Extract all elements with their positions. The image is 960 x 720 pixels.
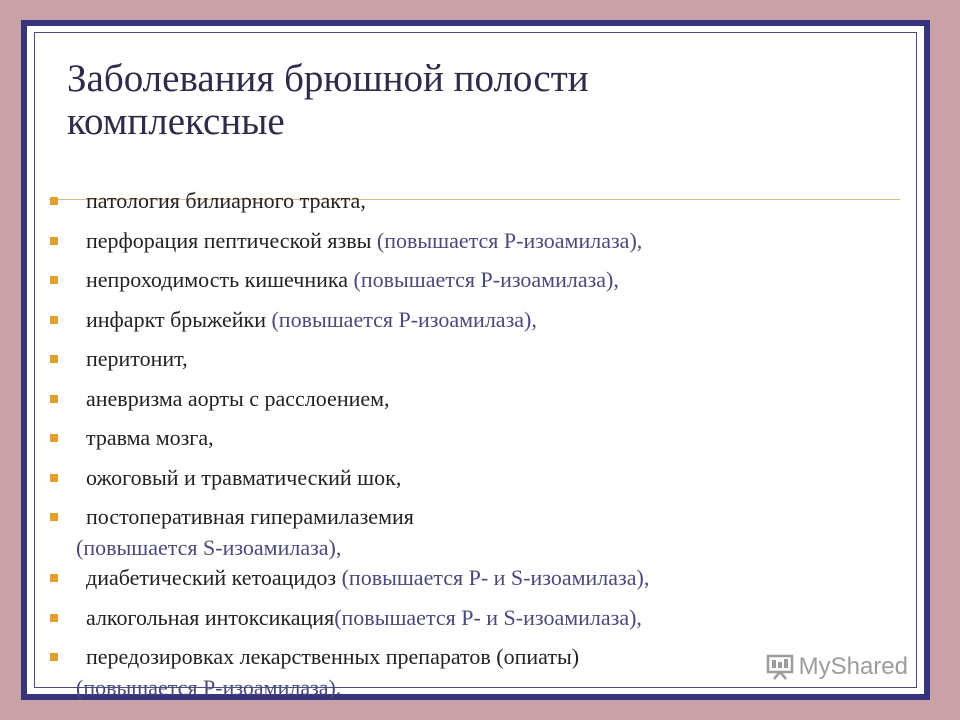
- item-note: (повышается S-изоамилаза),: [76, 535, 342, 560]
- list-item: [49, 304, 909, 344]
- item-note: (повышается Р-изоамилаза),: [353, 267, 619, 292]
- item-note: (повышается Р-изоамилаза).: [76, 675, 342, 700]
- bullet-square-icon: [50, 513, 58, 521]
- bullet-square-icon: [50, 474, 58, 482]
- item-text: аневризма аорты с расслоением,: [86, 385, 390, 411]
- bullet-square-icon: [50, 574, 58, 582]
- list-item: [49, 422, 909, 462]
- item-text: диабетический кетоацидоз: [86, 565, 342, 590]
- item-text: ожоговый и травматический шок,: [86, 464, 402, 490]
- item-text: непроходимость кишечника: [86, 267, 354, 292]
- bullet-square-icon: [50, 395, 58, 403]
- list-item: [49, 501, 909, 562]
- item-text: постоперативная гиперамилаземия: [86, 504, 414, 529]
- item-text: патология билиарного тракта,: [86, 188, 366, 213]
- list-item: [49, 462, 909, 502]
- slide-frame: [21, 20, 930, 700]
- slide-inner-border: [34, 32, 917, 700]
- list-item: [49, 343, 909, 383]
- item-text: перфорация пептической язвы: [86, 227, 377, 253]
- bullet-list: [49, 185, 909, 702]
- watermark: [765, 653, 908, 681]
- item-note: (повышается Р- и S-изоамилаза),: [334, 604, 642, 630]
- bullet-square-icon: [50, 276, 58, 284]
- item-note: (повышается Р-изоамилаза),: [376, 227, 643, 253]
- item-text: алкогольная интоксикация: [86, 604, 335, 630]
- item-note: (повышается Р- и S-изоамилаза),: [341, 565, 650, 590]
- bullet-square-icon: [50, 653, 58, 661]
- list-item: [49, 383, 909, 423]
- list-item: [49, 562, 909, 602]
- list-item: [49, 602, 909, 642]
- slide-title: [67, 57, 589, 143]
- item-text: перитонит,: [86, 346, 188, 371]
- item-text: травма мозга,: [86, 425, 214, 450]
- bullet-square-icon: [50, 434, 58, 442]
- watermark-text: MyShared: [798, 653, 908, 680]
- title-line-1: Заболевания брюшной полости: [67, 57, 589, 100]
- list-item: [49, 225, 909, 265]
- title-line-2: комплексные: [67, 100, 285, 143]
- bullet-square-icon: [50, 355, 58, 363]
- bullet-square-icon: [50, 237, 58, 245]
- list-item: [49, 185, 909, 225]
- bullet-square-icon: [50, 614, 58, 622]
- list-item: [49, 264, 909, 304]
- item-text: передозировках лекарственных препаратов (опиаты): [86, 644, 580, 669]
- presentation-board-icon: [765, 654, 795, 680]
- item-note: (повышается Р-изоамилаза),: [271, 306, 537, 332]
- item-text: инфаркт брыжейки: [86, 306, 272, 332]
- bullet-square-icon: [50, 316, 58, 324]
- bullet-square-icon: [50, 197, 58, 205]
